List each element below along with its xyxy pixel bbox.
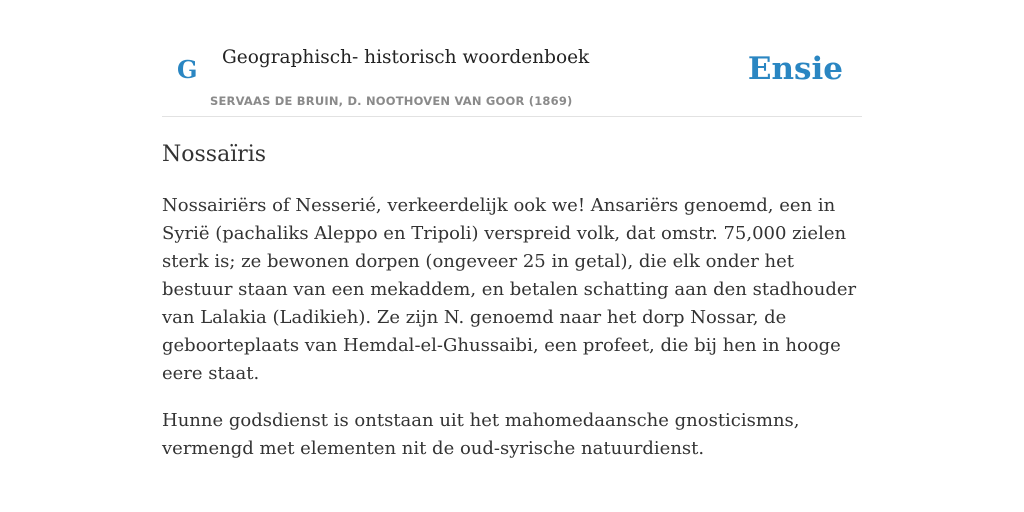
entry-paragraph: Nossairiërs of Nesserié, verkeerdelijk ook we! Ansariërs genoemd, een in Syrië (pachaliks Aleppo en Tripoli) verspreid volk, dat omstr. 75,000 zielen sterk is; ze bewonen dorpen (ongeveer 25 in getal), die elk onder het bestuur staan van een mekaddem, en betalen schatting aan den stadhouder van Lalakia (Ladikieh). Ze zijn N. genoemd naar het dorp Nossar, de geboorteplaats van Hemdal-el-Ghussaibi, een profeet, die bij hen in hooge eere staat.: [162, 195, 857, 384]
entry-paragraph: Hunne godsdienst is ontstaan uit het mahomedaansche gnosticismns, vermengd met elementen nit de oud-syrische natuurdienst.: [162, 410, 800, 459]
book-header: [162, 0, 862, 117]
entry-body: [162, 192, 862, 482]
book-title-link[interactable]: Geographisch- historisch woordenboek: [222, 47, 590, 68]
entry-title: Nossaïris: [162, 142, 267, 167]
book-logo[interactable]: G: [177, 55, 198, 84]
book-author: SERVAAS DE BRUIN, D. NOOTHOVEN VAN GOOR (1869): [210, 94, 573, 108]
ensie-logo[interactable]: Ensie: [747, 51, 843, 87]
